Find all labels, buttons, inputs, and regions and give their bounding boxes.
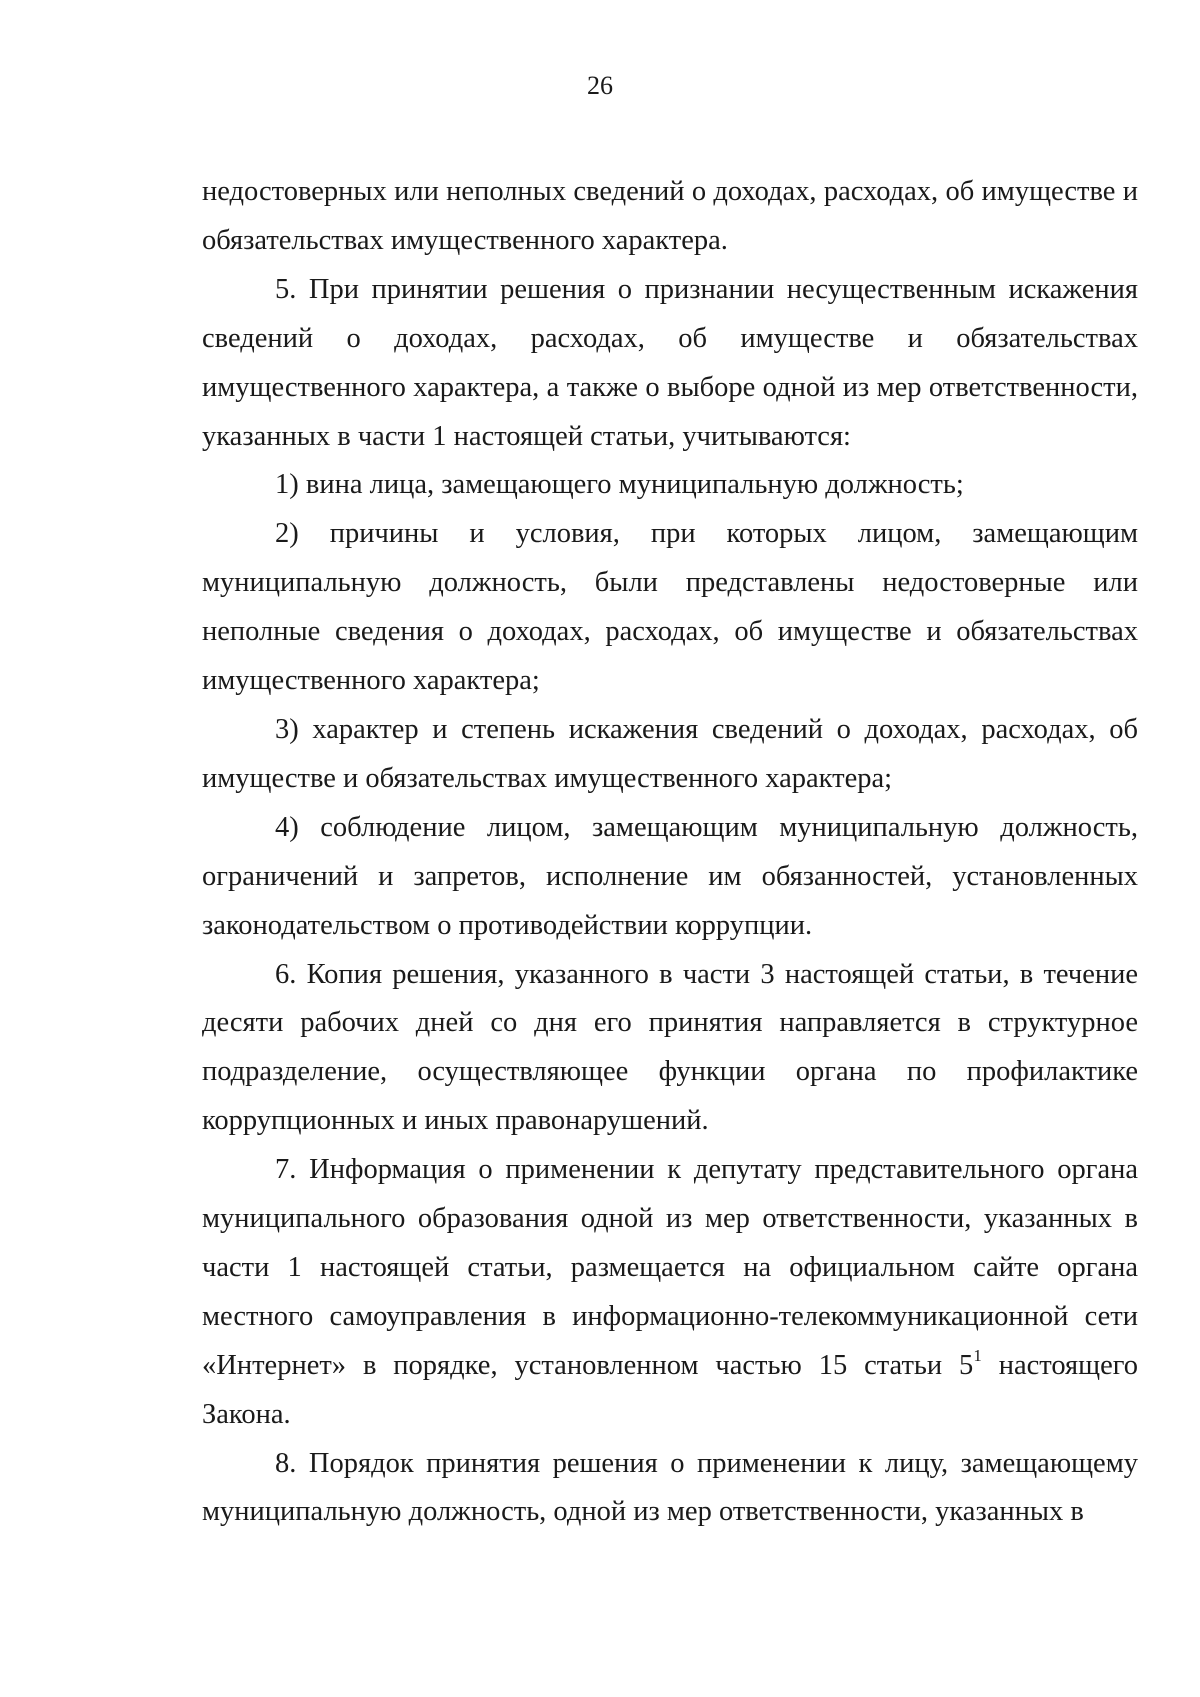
paragraph-subitem-4: 4) соблюдение лицом, замещающим муниципальную должность, ограничений и запретов, исполнение им обязанностей, установленных законодательством о противодействии коррупции. <box>202 811 1138 941</box>
paragraph-item-7-text: 7. Информация о применении к депутату представительного органа муниципального образования одной из мер ответственности, указанных в части 1 настоящей статьи, размещается на официальном сайте органа местного самоуправления в информационно-телекоммуникационной сети «Интернет» в порядке, установленном частью 15 статьи 5 <box>202 1154 1138 1381</box>
paragraph-item-7 <box>202 1146 1138 1439</box>
paragraph-item-5: 5. При принятии решения о признании несущественным искажения сведений о доходах, расходах, об имуществе и обязательствах имущественного характера, а также о выборе одной из мер ответственности, указанных в части 1 настоящей статьи, учитываются: <box>202 273 1138 452</box>
paragraph-subitem-1: 1) вина лица, замещающего муниципальную должность; <box>275 469 964 501</box>
paragraph-item-6: 6. Копия решения, указанного в части 3 настоящей статьи, в течение десяти рабочих дней со дня его принятия направляется в структурное подразделение, осуществляющее функции органа по профилактике коррупционных и иных правонарушений. <box>202 958 1138 1137</box>
paragraph-subitem-3: 3) характер и степень искажения сведений о доходах, расходах, об имуществе и обязательствах имущественного характера; <box>202 713 1138 794</box>
paragraph-item-7-text-end: настоящего Закона. <box>202 1349 1138 1430</box>
superscript-marker: 1 <box>973 1346 982 1366</box>
paragraph-continuation: недостоверных или неполных сведений о доходах, расходах, об имуществе и обязательствах имущественного характера. <box>202 176 1138 256</box>
paragraph-item-8: 8. Порядок принятия решения о применении к лицу, замещающему муниципальную должность, одной из мер ответственности, указанных в <box>202 1447 1138 1528</box>
page-number: 26 <box>587 71 613 100</box>
paragraph-subitem-2: 2) причины и условия, при которых лицом, замещающим муниципальную должность, были представлены недостоверные или неполные сведения о доходах, расходах, об имуществе и обязательствах имущественного характера; <box>202 518 1138 697</box>
document-body <box>202 168 1138 1537</box>
